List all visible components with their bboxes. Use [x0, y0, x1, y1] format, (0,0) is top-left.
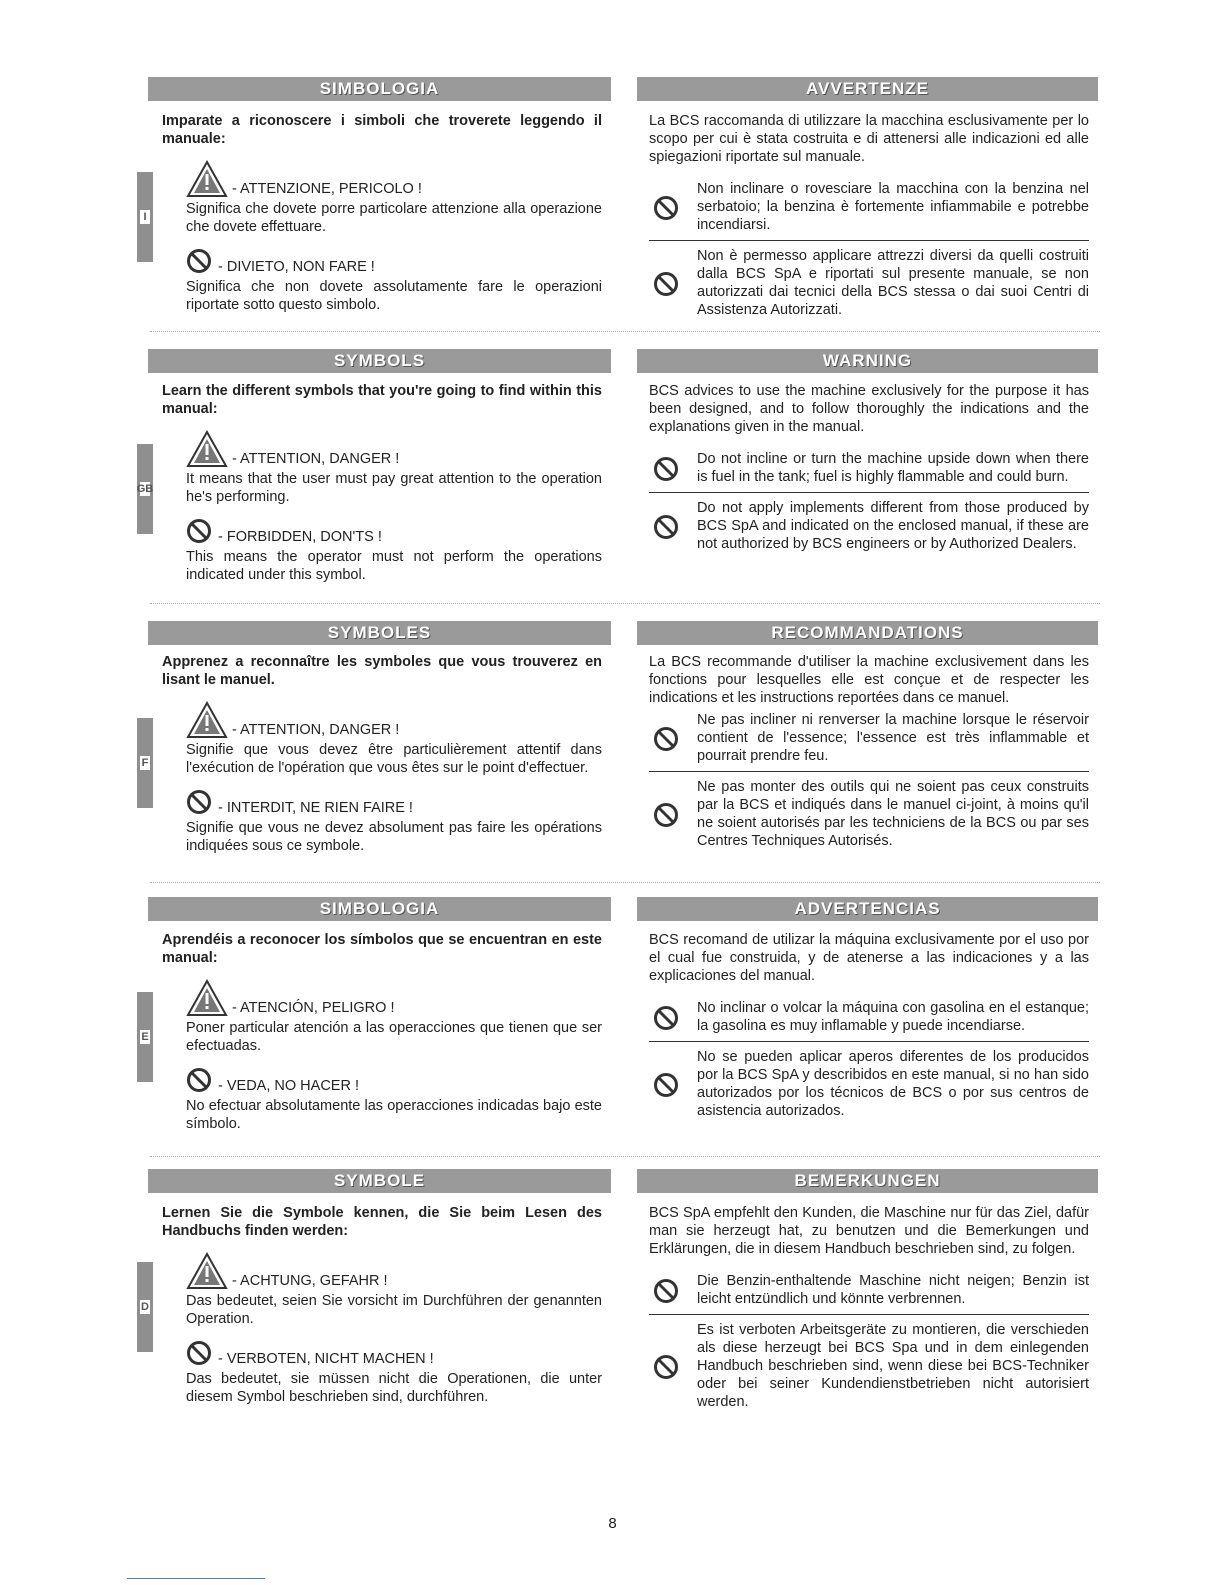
forbidden-icon [653, 271, 679, 297]
forbidden-icon [653, 802, 679, 828]
danger-description: Poner particular atención a las operacciones que tienen que ser efectuadas. [186, 1020, 602, 1054]
language-tab: I [137, 172, 153, 262]
forbidden-label: - DIVIETO, NON FARE ! [218, 259, 375, 275]
divider [649, 1314, 1089, 1315]
danger-description: Das bedeutet, seien Sie vorsicht im Durchführen der genannten Operation. [186, 1293, 602, 1327]
forbidden-label: - FORBIDDEN, DON'TS ! [218, 529, 382, 545]
language-tab: D [137, 1262, 153, 1352]
forbidden-description: Significa che non dovete assolutamente fare le operazioni riportate sotto questo simbolo. [186, 279, 602, 313]
forbidden-label: - VEDA, NO HACER ! [218, 1078, 359, 1094]
intro-text: BCS advices to use the machine exclusively for the purpose it has been designed, and to follow thoroughly the indications and the explanations given in the manual. [649, 383, 1089, 435]
footer-line [127, 1578, 265, 1579]
section-title: ADVERTENCIAS [637, 897, 1098, 921]
intro-text: Lernen Sie die Symbole kennen, die Sie beim Lesen des Handbuchs finden werden: [162, 1205, 602, 1239]
intro-text: Learn the different symbols that you're going to find within this manual: [162, 383, 602, 417]
warning-triangle-icon [186, 701, 228, 739]
section-title: SYMBOLS [148, 349, 611, 373]
divider [150, 603, 1100, 604]
warning-triangle-icon [186, 979, 228, 1017]
forbidden-icon [653, 514, 679, 540]
warnings-column [649, 1204, 1089, 1411]
warning-item: Do not incline or turn the machine upside down when there is fuel in the tank; fuel is highly flammable and could burn. [649, 450, 1089, 486]
divider [150, 331, 1100, 332]
symbols-column [162, 382, 602, 584]
forbidden-description: This means the operator must not perform the operations indicated under this symbol. [186, 549, 602, 583]
danger-label: - ATTENZIONE, PERICOLO ! [232, 181, 422, 197]
forbidden-icon [653, 456, 679, 482]
warnings-column [649, 112, 1089, 319]
intro-text: Apprenez a reconnaître les symboles que vous trouverez en lisant le manuel. [162, 654, 602, 688]
danger-label: - ACHTUNG, GEFAHR ! [232, 1273, 388, 1289]
warning-item: Non inclinare o rovesciare la macchina con la benzina nel serbatoio; la benzina è fortemente infiammabile e potrebbe incendiarsi. [649, 180, 1089, 234]
warning-triangle-icon [186, 160, 228, 198]
forbidden-icon [653, 1278, 679, 1304]
warning-item: No inclinar o volcar la máquina con gasolina en el estanque; la gasolina es muy inflamable y puede incendiarse. [649, 999, 1089, 1035]
forbidden-description: No efectuar absolutamente las operacciones indicadas bajo este símbolo. [186, 1098, 602, 1132]
language-tab: E [137, 992, 153, 1082]
forbidden-description: Das bedeutet, sie müssen nicht die Operationen, die unter diesem Symbol beschrieben sind, durchführen. [186, 1371, 602, 1405]
forbidden-label: - VERBOTEN, NICHT MACHEN ! [218, 1351, 434, 1367]
danger-description: Signifie que vous devez être particulièrement attentif dans l'exécution de l'opération que vous êtes sur le point d'effectuer. [186, 742, 602, 776]
forbidden-icon [186, 248, 214, 276]
section-title: RECOMMANDATIONS [637, 621, 1098, 645]
warning-item: Es ist verboten Arbeitsgeräte zu montieren, die verschieden als diese herzeugt bei BCS Spa und in dem einlegenden Handbuch beschrieben sind, wenn diese bei BCS-Techniker oder bei seiner Kundendienstbetrieben nicht autorisiert werden. [649, 1321, 1089, 1411]
warning-item: No se pueden aplicar aperos diferentes de los producidos por la BCS SpA y describidos en este manual, si no han sido autorizados por los técnicos de BCS o por sus centros de asistencia autorizados. [649, 1048, 1089, 1120]
divider [150, 1156, 1100, 1157]
intro-text: Aprendéis a reconocer los símbolos que se encuentran en este manual: [162, 932, 602, 966]
divider [649, 771, 1089, 772]
warnings-column [649, 653, 1089, 850]
warning-triangle-icon [186, 1252, 228, 1290]
intro-text: La BCS recommande d'utiliser la machine exclusivement dans les fonctions pour lesquelles elle est conçue et de respecter les indications et les instructions reportées dans ce manuel. [649, 654, 1089, 706]
forbidden-icon [186, 789, 214, 817]
language-tab: GB [137, 444, 153, 534]
danger-description: It means that the user must pay great attention to the operation he's performing. [186, 471, 602, 505]
divider [150, 882, 1100, 883]
intro-text: La BCS raccomanda di utilizzare la macchina esclusivamente per lo scopo per cui è stata costruita e di attenersi alle indicazioni ed alle spiegazioni riportate sul manuale. [649, 113, 1089, 165]
forbidden-icon [186, 1067, 214, 1095]
symbols-column [162, 1204, 602, 1406]
warning-item: Ne pas incliner ni renverser la machine lorsque le réservoir contient de l'essence; l'essence est très inflammable et pourrait prendre feu. [649, 711, 1089, 765]
forbidden-icon [653, 195, 679, 221]
intro-text: BCS SpA empfehlt den Kunden, die Maschine nur für das Ziel, dafür man sie herzeugt hat, zu benutzen und die Bemerkungen und Erklärungen, die in diesem Handbuch beschrieben sind, zu folgen. [649, 1205, 1089, 1257]
warning-item: Die Benzin-enthaltende Maschine nicht neigen; Benzin ist leicht entzündlich und könnte verbrennen. [649, 1272, 1089, 1308]
page-number: 8 [608, 1515, 617, 1532]
forbidden-icon [186, 1340, 214, 1368]
section-title: AVVERTENZE [637, 77, 1098, 101]
section-title: BEMERKUNGEN [637, 1169, 1098, 1193]
forbidden-icon [653, 1072, 679, 1098]
section-title: SYMBOLE [148, 1169, 611, 1193]
symbols-column [162, 112, 602, 314]
language-tab: F [137, 718, 153, 808]
forbidden-icon [653, 1354, 679, 1380]
divider [649, 492, 1089, 493]
warning-item: Non è permesso applicare attrezzi diversi da quelli costruiti dalla BCS SpA e riportati sul presente manuale, se non autorizzati dai tecnici della BCS stessa o dai suoi Centri di Assistenza Autorizzati. [649, 247, 1089, 319]
section-title: SYMBOLES [148, 621, 611, 645]
intro-text: Imparate a riconoscere i simboli che troverete leggendo il manuale: [162, 113, 602, 147]
warnings-column [649, 382, 1089, 553]
forbidden-icon [186, 518, 214, 546]
danger-label: - ATTENTION, DANGER ! [232, 722, 400, 738]
section-title: WARNING [637, 349, 1098, 373]
forbidden-label: - INTERDIT, NE RIEN FAIRE ! [218, 800, 413, 816]
section-title: SIMBOLOGIA [148, 77, 611, 101]
warning-item: Ne pas monter des outils qui ne soient pas ceux construits par la BCS et indiqués dans le manuel ci-joint, à moins qu'il ne soient autorisés par les techniciens de la BCS ou par ses Centres Techniques Autorisés. [649, 778, 1089, 850]
symbols-column [162, 653, 602, 855]
forbidden-description: Signifie que vous ne devez absolument pas faire les opérations indiquées sous ce symbole. [186, 820, 602, 854]
danger-label: - ATENCIÓN, PELIGRO ! [232, 1000, 395, 1016]
danger-label: - ATTENTION, DANGER ! [232, 451, 400, 467]
divider [649, 240, 1089, 241]
forbidden-icon [653, 1005, 679, 1031]
danger-description: Significa che dovete porre particolare attenzione alla operazione che dovete effettuare. [186, 201, 602, 235]
intro-text: BCS recomand de utilizar la máquina exclusivamente por el uso por el cual fue construida, y de atenerse a las indicaciones y a las explicaciones del manual. [649, 932, 1089, 984]
warnings-column [649, 931, 1089, 1120]
divider [649, 1041, 1089, 1042]
warning-triangle-icon [186, 430, 228, 468]
forbidden-icon [653, 726, 679, 752]
symbols-column [162, 931, 602, 1133]
warning-item: Do not apply implements different from those produced by BCS SpA and indicated on the enclosed manual, if these are not authorized by BCS engineers or by Authorized Dealers. [649, 499, 1089, 553]
section-title: SIMBOLOGIA [148, 897, 611, 921]
